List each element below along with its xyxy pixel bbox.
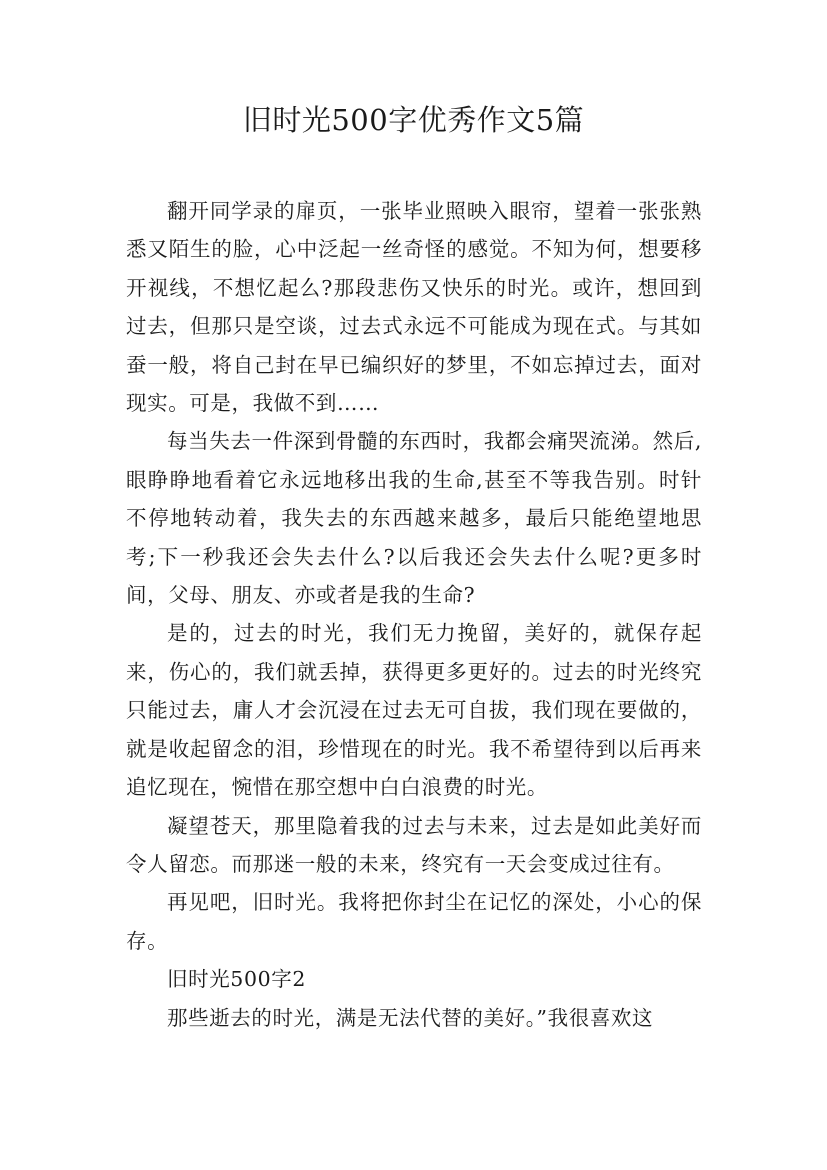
paragraph: 每当失去一件深到骨髓的东西时，我都会痛哭流涕。然后,眼睁睁地看着它永远地移出我的生命,甚至不等我告别。时针不停地转动着，我失去的东西越来越多，最后只能绝望地思考;下一秒我还会失去什么?以后我还会失去什么呢?更多时间，父母、朋友、亦或者是我的生命? xyxy=(126,429,702,608)
document-body xyxy=(126,192,702,1037)
section-heading: 旧时光500字2 xyxy=(167,967,306,992)
paragraph: 那些逝去的时光，满是无法代替的美好。”我很喜欢这 xyxy=(167,1005,654,1030)
document-title: 旧时光500字优秀作文5篇 xyxy=(242,103,585,137)
paragraph: 凝望苍天，那里隐着我的过去与未来，过去是如此美好而令人留恋。而那迷一般的未来，终究有一天会变成过往有。 xyxy=(126,813,702,876)
paragraph: 再见吧，旧时光。我将把你封尘在记忆的深处，小心的保存。 xyxy=(126,890,702,953)
paragraph: 翻开同学录的扉页，一张毕业照映入眼帘，望着一张张熟悉又陌生的脸，心中泛起一丝奇怪的感觉。不知为何，想要移开视线，不想忆起么?那段悲伤又快乐的时光。或许，想回到过去，但那只是空谈，过去式永远不可能成为现在式。与其如蚕一般，将自己封在早已编织好的梦里，不如忘掉过去，面对现实。可是，我做不到…… xyxy=(126,199,702,416)
paragraph: 是的，过去的时光，我们无力挽留，美好的，就保存起来，伤心的，我们就丢掉，获得更多更好的。过去的时光终究只能过去，庸人才会沉浸在过去无可自拔，我们现在要做的，就是收起留念的泪，珍惜现在的时光。我不希望待到以后再来追忆现在，惋惜在那空想中白白浪费的时光。 xyxy=(126,621,702,800)
